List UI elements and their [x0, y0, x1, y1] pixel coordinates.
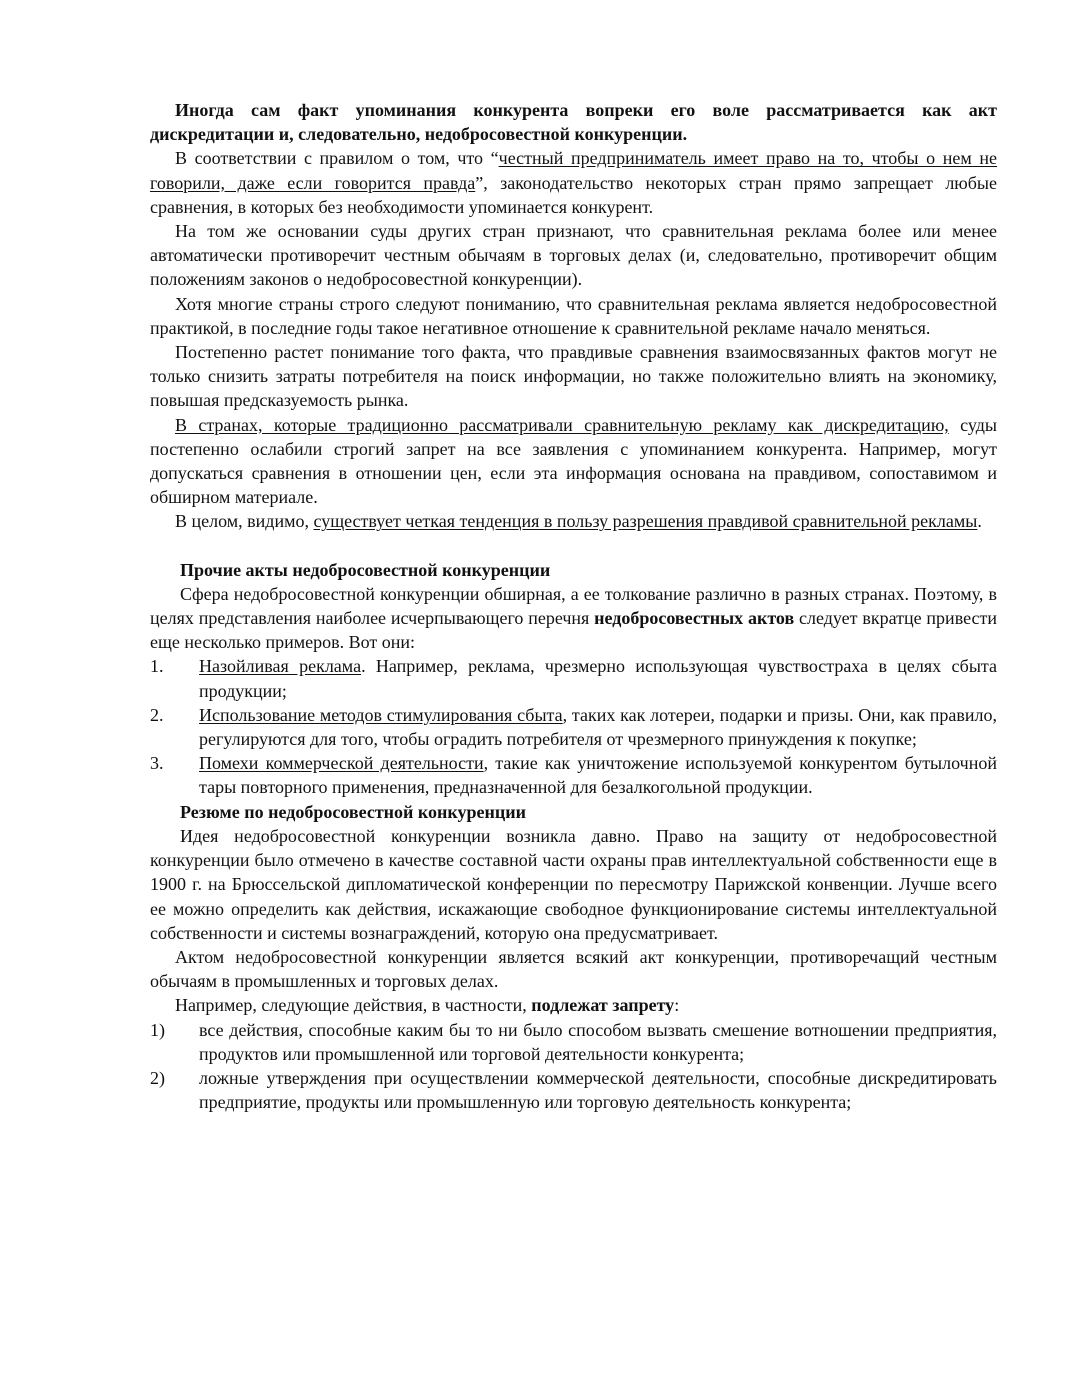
text-segment: . Например, реклама, чрезмерно использующая чувствостраха в целях сбыта продукции;: [199, 656, 998, 701]
list-item: [150, 1018, 997, 1066]
section-spacer: [150, 534, 997, 558]
list-item: [150, 703, 997, 751]
section-heading-summary: Резюме по недобросовестной конкуренции: [180, 801, 527, 822]
list-item-text: [199, 654, 997, 702]
text-segment: В соответствии с правилом о том, что “: [175, 148, 499, 169]
text-segment: :: [674, 995, 680, 1016]
underlined-phrase: существует четкая тенденция в пользу разрешения правдивой сравнительной рекламы: [313, 511, 978, 532]
underlined-term: Назойливая реклама: [199, 656, 362, 677]
underlined-phrase: В странах, которые традиционно рассматривали сравнительную рекламу как дискредитацию,: [175, 414, 949, 435]
paragraph-honest-entrepreneur: [150, 146, 997, 219]
section-heading-other-acts: Прочие акты недобросовестной конкуренции: [180, 559, 551, 580]
bold-phrase: подлежат запрету: [531, 995, 675, 1016]
text-segment: ”, законодательство некоторых стран прямо запрещает любые сравнения, в которых без необходимости упоминается конкурент.: [150, 172, 997, 217]
list-item-text: [199, 703, 997, 751]
document-page: [150, 98, 997, 1114]
text-segment: следует вкратце привести еще несколько примеров. Вот они:: [150, 608, 998, 653]
text-segment: Сфера недобросовестной конкуренции обширная, а ее толкование различно в разных странах. Поэтому, в целях представления наиболее исчерпывающего перечня: [150, 583, 997, 629]
list-item: [150, 1066, 997, 1114]
paragraph-act-definition: Актом недобросовестной конкуренции является всякий акт конкуренции, противоречащий честным обычаям в промышленных и торговых делах.: [150, 946, 997, 992]
list-item-text: все действия, способные каким бы то ни было способом вызвать смешение вотношении предприятия, продуктов или промышленной или торговой деятельности конкурента;: [199, 1019, 997, 1064]
list-item-text: [199, 751, 997, 799]
list-item: [150, 751, 997, 799]
underlined-term: Помехи коммерческой деятельности: [199, 753, 484, 774]
text-segment: , таких как лотереи, подарки и призы. Они, как правило, регулируются для того, чтобы оградить потребителя от чрезмерного принуждения к покупке;: [199, 704, 997, 750]
list-number: 2): [150, 1067, 165, 1088]
paragraph-idea: Идея недобросовестной конкуренции возникла давно. Право на защиту от недобросовестной конкуренции было отмечено в качестве составной части охраны прав интеллектуальной собственности еще в 1900 г. на Брюссельской дипломатической конференции по пересмотру Парижской конвенции. Лучше всего ее можно определить как действия, искажающие свободное функционирование системы интеллектуальной собственности и системы вознаграждений, которую она предусматривает.: [150, 825, 997, 943]
text-segment: , такие как уничтожение используемой конкурентом бутылочной тары повторного применения, предназначенной для безалкогольной продукции.: [199, 753, 997, 798]
text-segment: .: [977, 511, 982, 532]
list-number: 1): [150, 1019, 165, 1040]
text-segment: суды постепенно ослабили строгий запрет на все заявления с упоминанием конкурента. Например, могут допускаться сравнения в отношении цен, если эта информация основана на правдивом, сопоставимом и обширном материале.: [150, 414, 997, 508]
paragraph-prohibited: [150, 993, 997, 1017]
list-item-text: ложные утверждения при осуществлении коммерческой деятельности, способные дискредитировать предприятие, продукты или промышленную или торговую деятельность конкурента;: [199, 1067, 997, 1113]
list-number: 2.: [150, 704, 164, 725]
paragraph-traditional-countries: [150, 413, 997, 510]
paragraph-scope: [150, 582, 997, 655]
bold-phrase: недобросовестных актов: [594, 608, 795, 629]
list-number: 1.: [150, 656, 164, 677]
lead-paragraph: Иногда сам факт упоминания конкурента вопреки его воле рассматривается как акт дискредитации и, следовательно, недобросовестной конкуренции.: [150, 100, 997, 145]
paragraph-comparative-ad: Хотя многие страны строго следуют пониманию, что сравнительная реклама является недобросовестной практикой, в последние годы такое негативное отношение к сравнительной рекламе начало меняться.: [150, 293, 997, 338]
paragraph-trend: [150, 509, 997, 533]
text-segment: Например, следующие действия, в частности,: [175, 995, 532, 1016]
underlined-quote: честный предприниматель имеет право на то, чтобы о нем не говорили, даже если говорится правда: [150, 148, 997, 193]
text-segment: В целом, видимо,: [175, 511, 314, 532]
paragraph-truthful-comparisons: Постепенно растет понимание того факта, что правдивые сравнения взаимосвязанных фактов могут не только снизить затраты потребителя на поиск информации, но также положительно влиять на экономику, повышая предсказуемость рынка.: [150, 342, 997, 411]
list-item: [150, 654, 997, 702]
paragraph-courts: На том же основании суды других стран признают, что сравнительная реклама более или менее автоматически противоречит честным обычаям в торговых делах (и, следовательно, противоречит общим положениям законов о недобросовестной конкуренции).: [150, 221, 997, 290]
underlined-term: Использование методов стимулирования сбыта: [199, 704, 563, 725]
list-number: 3.: [150, 753, 164, 774]
